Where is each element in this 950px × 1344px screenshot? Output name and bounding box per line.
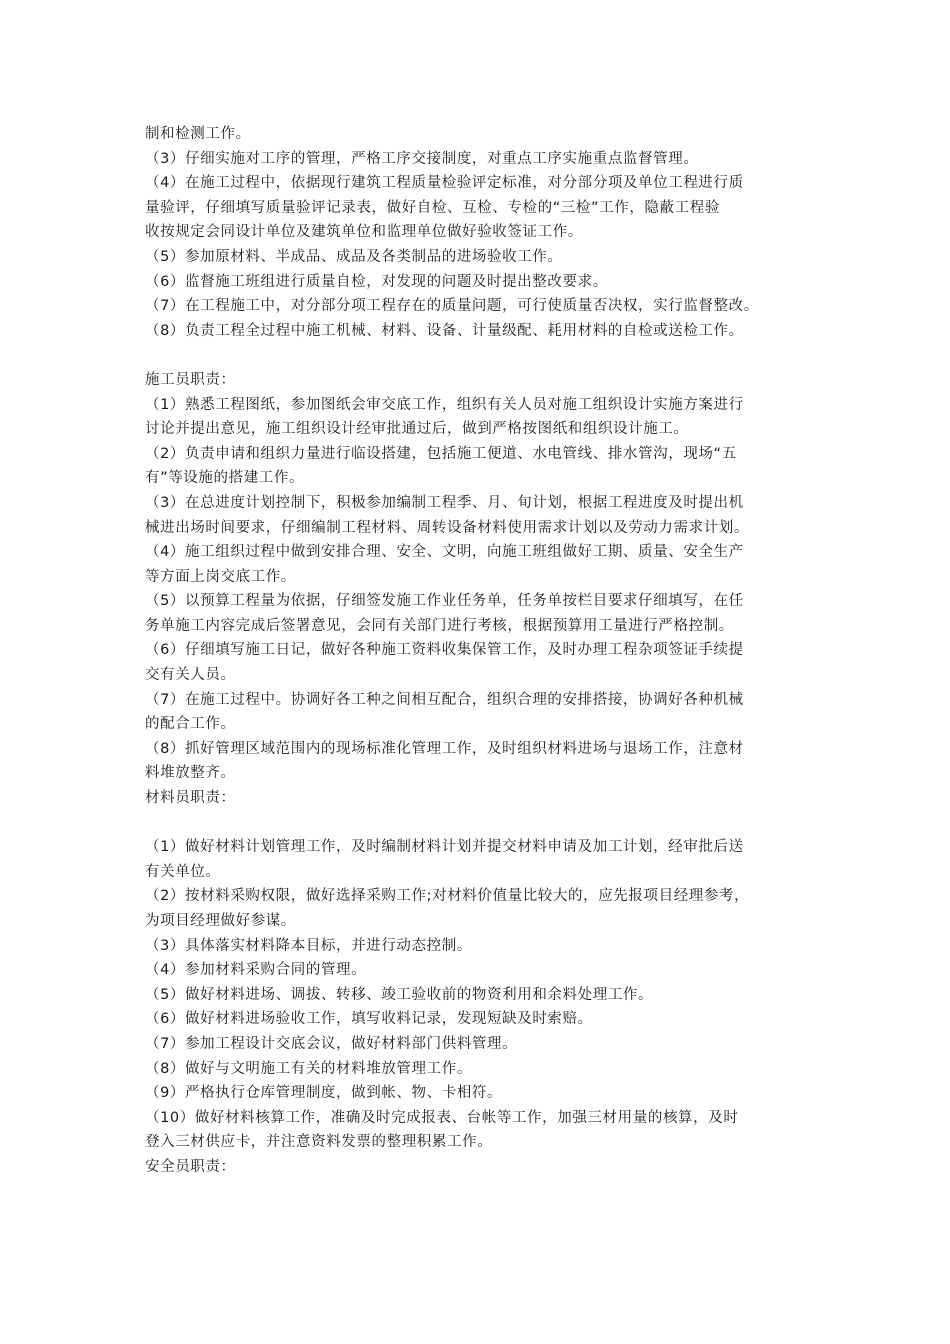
text-line: 等方面上岗交底工作。 (145, 568, 296, 585)
section-heading: 材料员职责： (145, 790, 236, 807)
text-line: 料堆放整齐。 (145, 765, 236, 782)
text-line: （4）参加材料采购合同的管理。 (145, 962, 367, 979)
text-line: （3）仔细实施对工序的管理，严格工序交接制度，对重点工序实施重点监督管理。 (145, 150, 699, 167)
text-line: 量验评，仔细填写质量验评记录表，做好自检、互检、专检的“三检”工作，隐蔽工程验 (145, 199, 720, 216)
text-line: （7）在工程施工中，对分部分项工程存在的质量问题，可行使质量否决权，实行监督整改。 (145, 298, 759, 315)
text-line: 讨论并提出意见，施工组织设计经审批通过后，做到严格按图纸和组织设计施工。 (145, 421, 689, 438)
text-line: （8）做好与文明施工有关的材料堆放管理工作。 (145, 1060, 472, 1077)
section-materials-duties (145, 786, 820, 1155)
text-line: （9）严格执行仓库管理制度，做到帐、物、卡相符。 (145, 1085, 503, 1102)
text-line: 登入三材供应卡，并注意资料发票的整理积累工作。 (145, 1134, 493, 1151)
text-line: （3）在总进度计划控制下，积极参加编制工程季、月、旬计划，根据工程进度及时提出机 (145, 494, 744, 511)
text-line: 交有关人员。 (145, 667, 236, 684)
section-quality-duties (145, 122, 820, 343)
text-line: （2）负责申请和组织力量进行临设搭建，包括施工便道、水电管线、排水管沟，现场“五 (145, 445, 737, 462)
text-line: （4）在施工过程中，依据现行建筑工程质量检验评定标准，对分部分项及单位工程进行质 (145, 175, 744, 192)
text-line: （6）做好材料进场验收工作，填写收料记录，发现短缺及时索赔。 (145, 1011, 593, 1028)
text-line: （7）参加工程设计交底会议，做好材料部门供料管理。 (145, 1035, 518, 1052)
text-line: （5）做好材料进场、调拔、转移、竣工验收前的物资利用和余料处理工作。 (145, 986, 654, 1003)
text-line: 收按规定会同设计单位及建筑单位和监理单位做好验收签证工作。 (145, 224, 583, 241)
text-line: 为项目经理做好参谋。 (145, 913, 296, 929)
text-line: （8）抓好管理区域范围内的现场标准化管理工作，及时组织材料进场与退场工作，注意材 (145, 740, 744, 757)
paragraph-gap (145, 811, 820, 836)
text-line: （2）按材料采购权限，做好选择采购工作;对材料价值量比较大的，应先报项目经理参考， (145, 888, 750, 905)
section-heading: 施工员职责： (145, 371, 236, 388)
text-line: 有关单位。 (145, 863, 221, 880)
section-construction-worker-duties (145, 368, 820, 786)
text-line: （5）参加原材料、半成品、成品及各类制品的进场验收工作。 (145, 248, 563, 265)
section-safety-duties (145, 1155, 820, 1180)
text-line: （1）做好材料计划管理工作，及时编制材料计划并提交材料申请及加工计划，经审批后送 (145, 839, 744, 856)
text-line: （6）监督施工班组进行质量自检，对发现的问题及时提出整改要求。 (145, 273, 608, 290)
text-line: （7）在施工过程中。协调好各工种之间相互配合，组织合理的安排搭接，协调好各种机械 (145, 691, 744, 708)
text-line: （6）仔细填写施工日记，做好各种施工资料收集保管工作，及时办理工程杂项签证手续提 (145, 642, 744, 659)
text-line: 械进出场时间要求，仔细编制工程材料、周转设备材料使用需求计划以及劳动力需求计划。 (145, 519, 749, 536)
text-line: （1）熟悉工程图纸，参加图纸会审交底工作，组织有关人员对施工组织设计实施方案进行 (145, 396, 744, 413)
text-line: 有”等设施的搭建工作。 (145, 470, 305, 487)
paragraph-gap (145, 343, 820, 368)
text-line: （8）负责工程全过程中施工机械、材料、设备、计量级配、耗用材料的自检或送检工作。 (145, 322, 744, 339)
text-line: 的配合工作。 (145, 716, 236, 733)
text-line: （3）具体落实材料降本目标，并进行动态控制。 (145, 937, 472, 954)
text-line: 务单施工内容完成后签署意见，会同有关部门进行考核，根据预算用工量进行严格控制。 (145, 617, 734, 634)
text-line: 制和检测工作。 (145, 126, 251, 142)
text-line: （5）以预算工程量为依据，仔细签发施工作业任务单，任务单按栏目要求仔细填写，在任 (145, 593, 744, 610)
text-line: （4）施工组织过程中做到安排合理、安全、文明，向施工班组做好工期、质量、安全生产 (145, 544, 744, 561)
section-heading: 安全员职责： (145, 1158, 236, 1175)
text-line: （10）做好材料核算工作，准确及时完成报表、台帐等工作，加强三材用量的核算，及时 (145, 1109, 739, 1126)
